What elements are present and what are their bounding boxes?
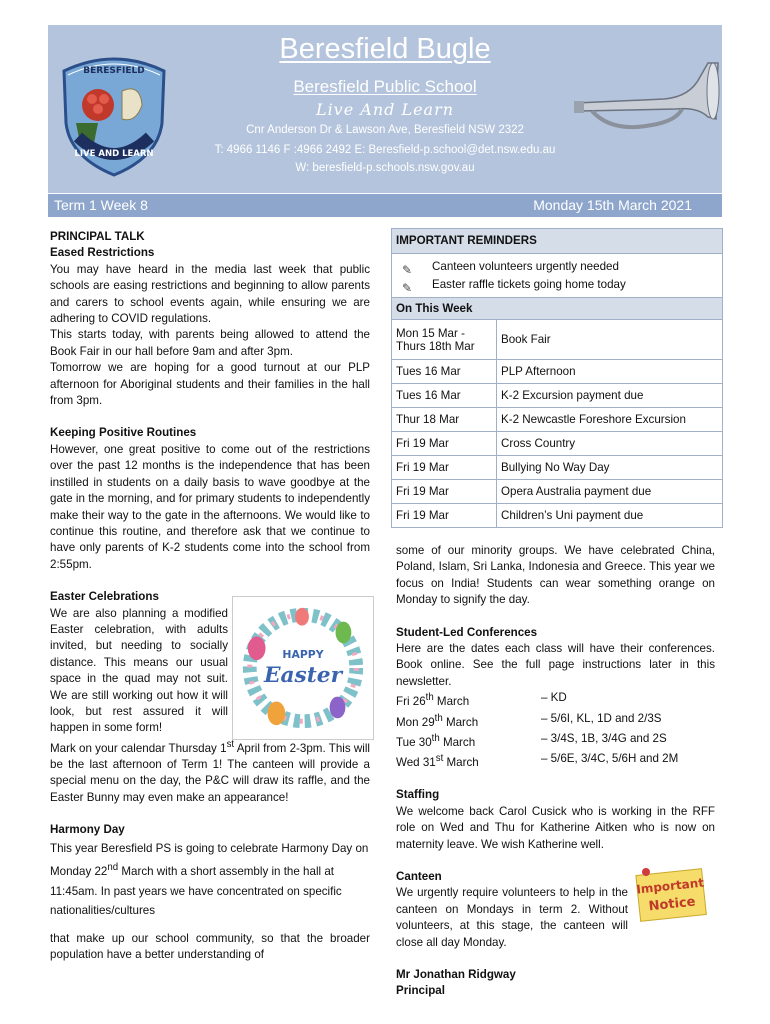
school-motto: Live And Learn (315, 100, 455, 119)
school-address: Cnr Anderson Dr & Lawson Ave, Beresfield NSW 2322 (246, 124, 524, 136)
paragraph: that make up our school community, so that the broader population have a better understanding of (50, 931, 370, 961)
on-this-week-table (391, 297, 723, 528)
positive-routines-heading: Keeping Positive Routines (50, 426, 197, 440)
table-row: Fri 19 Mar Cross Country (392, 432, 723, 456)
paragraph: Tomorrow we are hoping for a good turnout at our PLP afternoon for Aboriginal students and their families in the hall from 3pm. (50, 361, 370, 408)
eased-restrictions-heading: Eased Restrictions (50, 246, 155, 260)
reminder-item: ✎ Easter raffle tickets going home today (402, 278, 626, 295)
pencil-icon: ✎ (402, 281, 413, 295)
table-row: Mon 15 Mar - Thurs 18th Mar Book Fair (392, 320, 723, 360)
svg-text:Notice: Notice (647, 894, 697, 915)
paragraph: Here are the dates each class will have their conferences. Book online. See the full page instructions later in this newsletter. (396, 642, 715, 688)
paragraph: We urgently require volunteers to help in the canteen on Mondays in term 2. Without volunteers, at this stage, the canteen will close all day Monday. (396, 886, 628, 949)
canteen-heading: Canteen (396, 869, 442, 883)
principal-talk-heading: PRINCIPAL TALK (50, 230, 145, 243)
paragraph: This starts today, with parents being allowed to attend the Book Fair in our hall before 9am and after 3pm. (50, 328, 370, 358)
important-notice-icon (632, 864, 710, 924)
svg-text:Important: Important (635, 875, 705, 897)
term-date-bar (48, 194, 722, 217)
svg-text:BERESFIELD: BERESFIELD (83, 66, 145, 76)
svg-text:HAPPY: HAPPY (282, 648, 324, 662)
signature-role: Principal (396, 984, 445, 998)
conference-row: Wed 31st March – 5/6E, 3/4C, 5/6H and 2M (396, 752, 679, 769)
svg-text:Easter: Easter (263, 662, 343, 688)
paragraph: We are also planning a modified Easter celebration, with adults invited, but needing to socially distance. This means our usual space in the quad may not suit. We are still working out how it will look, but rest assured it will happen in some form! (50, 606, 228, 735)
conference-row: Tue 30th March – 3/4S, 1B, 3/4G and 2S (396, 731, 667, 749)
paragraph: This year Beresfield PS is going to celebrate Harmony Day on Monday 22nd March with a short assembly in the hall at 11:45am. In past years we have concentrated on specific nationalities/cultures (50, 841, 369, 918)
pencil-icon: ✎ (402, 263, 413, 277)
conference-row: Fri 26th March – KD (396, 691, 567, 709)
right-column (396, 543, 715, 1000)
signature-name: Mr Jonathan Ridgway (396, 967, 516, 981)
harmony-day-heading: Harmony Day (50, 823, 125, 837)
newsletter-banner (48, 25, 722, 193)
table-row: Tues 16 Mar K-2 Excursion payment due (392, 384, 723, 408)
svg-text:LIVE AND LEARN: LIVE AND LEARN (74, 149, 154, 159)
week-heading: On This Week (392, 298, 723, 320)
important-reminders-box (391, 228, 723, 300)
school-website: W: beresfield-p.schools.nsw.gov.au (295, 162, 475, 174)
issue-date: Monday 15th March 2021 (533, 197, 692, 213)
staffing-heading: Staffing (396, 788, 440, 802)
table-row: Fri 19 Mar Children’s Uni payment due (392, 504, 723, 528)
conferences-heading: Student-Led Conferences (396, 625, 538, 639)
school-contact: T: 4966 1146 F :4966 2492 E: Beresfield-p.school@det.nsw.edu.au (214, 144, 556, 156)
paragraph: However, one great positive to come out of the restrictions over the past 12 months is the independence that has been instilled in students on a daily basis to wave goodbye at the gate in the morning, and for primary students to independently make their way to the gate in the afternoons. We would like to continue this routine, and therefore ask that we continue to have only parents of K-2 students come into the school from 2:55pm. (50, 442, 370, 571)
school-name: Beresfield Public School (293, 77, 477, 96)
table-row: Fri 19 Mar Opera Australia payment due (392, 480, 723, 504)
paragraph: We welcome back Carol Cusick who is working in the RFF role on Wed and Thu for Katherine Aitken who is now on maternity leave. We wish Katherine well. (396, 804, 715, 851)
newsletter-title: Beresfield Bugle (279, 33, 491, 65)
conference-row: Mon 29th March – 5/6I, KL, 1D and 2/3S (396, 711, 662, 729)
table-row: Tues 16 Mar PLP Afternoon (392, 360, 723, 384)
paragraph: some of our minority groups. We have celebrated China, Poland, Islam, Sri Lanka, Indonesia and Greece. This year we focus on India! Students can wear something orange on Monday to signify the day. (396, 544, 715, 607)
table-row: Thur 18 Mar K-2 Newcastle Foreshore Excursion (392, 408, 723, 432)
reminder-item: ✎ Canteen volunteers urgently needed (402, 260, 619, 277)
happy-easter-image (232, 596, 374, 740)
table-row: Fri 19 Mar Bullying No Way Day (392, 456, 723, 480)
term-week: Term 1 Week 8 (54, 197, 148, 213)
paragraph: You may have heard in the media last week that public schools are easing restrictions and beginning to allow parents and carers to school events again, while ensuring we are adhering to COVID regulations. (50, 262, 370, 326)
paragraph: Mark on your calendar Thursday 1st April from 2-3pm. This will be the last afternoon of Term 1! The canteen will provide a special menu on the day, the P&C will draw its raffle, and the Easter Bunny may even make an appearance! (50, 738, 370, 804)
easter-heading: Easter Celebrations (50, 590, 159, 604)
reminders-heading: IMPORTANT REMINDERS (392, 229, 722, 254)
bugle-icon (572, 59, 722, 135)
